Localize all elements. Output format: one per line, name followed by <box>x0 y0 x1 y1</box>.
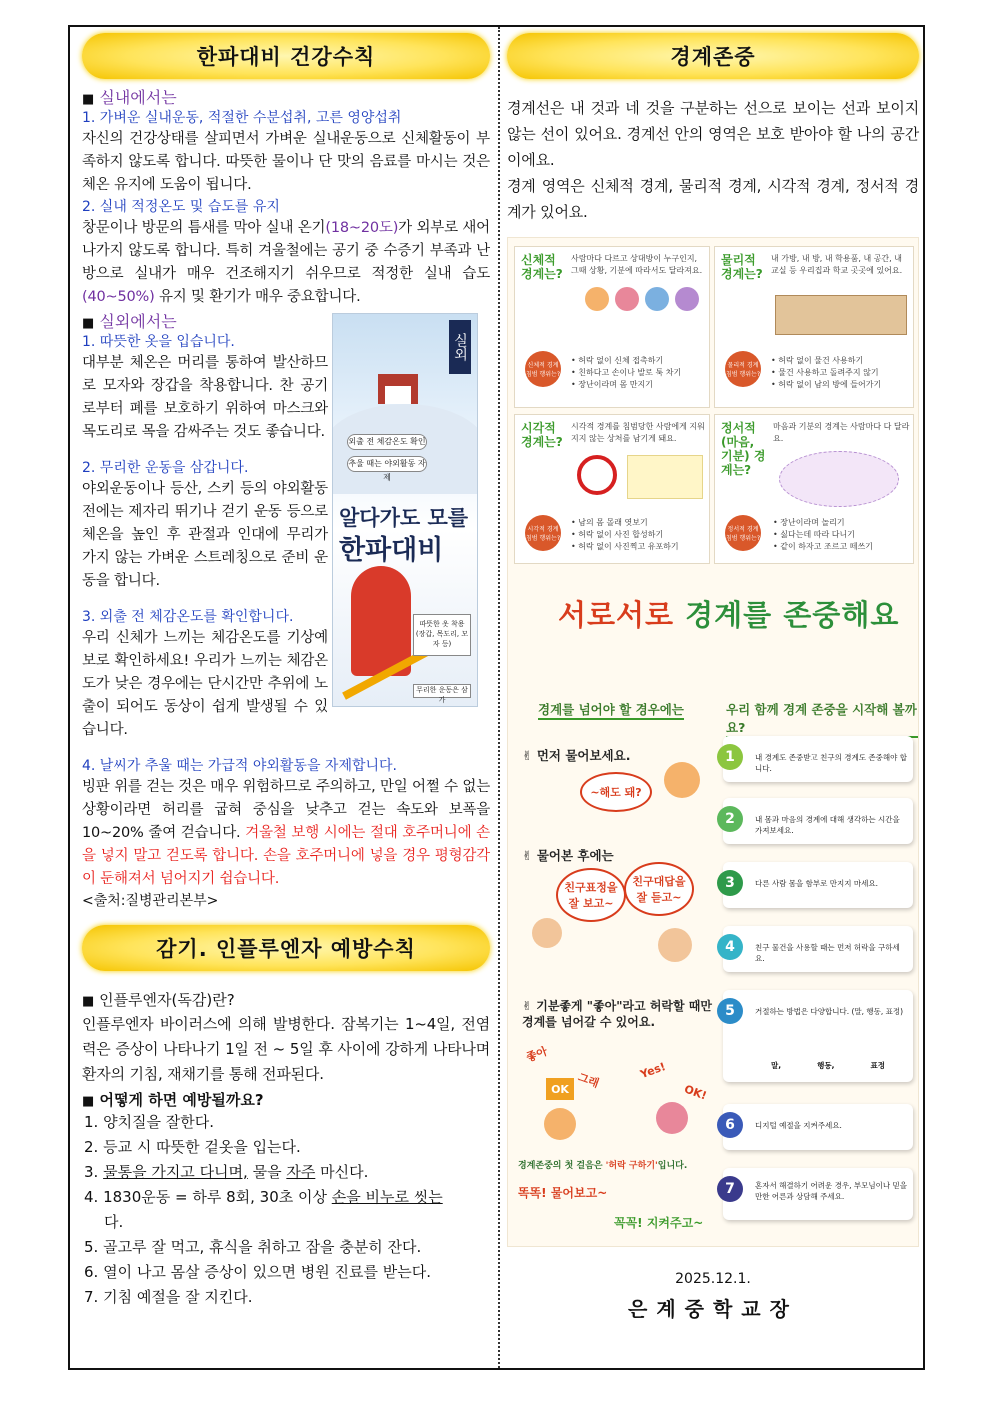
banner-flu: 감기. 인플루엔자 예방수칙 <box>82 925 490 971</box>
panel-physical: 신체적 경계는? 사람마다 다르고 상대방이 누구인지, 그때 상황, 기분에 따라서도 달라져요. 신체적 경계 침범 행위는? • 허락 없이 신체 접촉하기 • 친하다고 손이나 발로 툭 차기 • 장난이라며 몸 만지기 <box>514 246 710 408</box>
respect-step-4: 4 친구 물건을 사용할 때는 먼저 허락을 구하세요. <box>723 926 913 972</box>
girl-icon <box>532 918 562 948</box>
bubble-watch-face: 친구표정을 잘 보고~ <box>556 868 626 922</box>
prevent-item-6: 6. 열이 나고 몸살 증상이 있으면 병원 진료를 받는다. <box>84 1263 432 1281</box>
outdoor-item-3-title: 3. 외출 전 체감온도를 확인합니다. <box>82 609 294 625</box>
outdoor-item-2-text: 야외운동이나 등산, 스키 등의 야외활동 전에는 제자리 뛰기나 걷기 운동 등으로 체온을 높인 후 관절과 인대에 무리가 가지 않는 가벼운 스트레칭으로 준비 운동을 합니다. <box>82 481 328 589</box>
principal-signature: 은계중학교장 <box>628 1297 798 1321</box>
subhead-cross-boundary: 경계를 넘어야 할 경우에는 <box>538 700 684 720</box>
panel-physical-space: 물리적 경계는? 내 가방, 내 방, 내 학용품, 내 공간, 내 교실 등 우리집과 학교 곳곳에 있어요. 물리적 경계 침범 행위는? • 허락 없이 물건 사용하기 • 물건 사용하고 돌려주지 않기 • 허락 없이 남의 방에 들어가기 <box>714 246 914 408</box>
prevent-item-5: 5. 골고루 잘 먹고, 휴식을 취하고 잠을 충분히 잔다. <box>84 1238 422 1256</box>
photo-icon <box>627 455 703 499</box>
panel-emotional: 정서적 (마음, 기분) 경계는? 마음과 기분의 경계는 사람마다 다 달라요. 정서적 경계 침범 행위는? • 장난이라며 놀리기 • 싫다는데 따라 다니기 • 같이 하자고 조르고 떼쓰기 <box>714 414 914 564</box>
indoor-heading: ■ 실내에서는 <box>82 88 177 107</box>
kid-icon <box>645 287 669 311</box>
newsletter-page <box>68 25 925 1370</box>
flu-heading: ■ 인플루엔자(독감)란? <box>82 991 235 1009</box>
prevent-list <box>82 1110 490 1310</box>
respect-step-6: 6 디지털 예절을 지켜주세요. <box>723 1104 913 1150</box>
house-wall <box>385 386 411 404</box>
flu-text: 인플루엔자 바이러스에 의해 발병한다. 잠복기는 1~4일, 전염력은 증상이 나타나기 1일 전 ~ 5일 후 사이에 강하게 나타나며 환자의 기침, 재채기를 통해 전파된다. <box>82 1015 490 1083</box>
outdoor-section <box>82 309 490 742</box>
boy-icon <box>664 762 700 798</box>
respect-step-2: 2 내 몸과 마음의 경계에 대해 생각하는 시간을 가져보세요. <box>723 798 913 844</box>
boundary-intro-2: 경계 영역은 신체적 경계, 물리적 경계, 시각적 경계, 정서적 경계가 있어요. <box>507 177 919 221</box>
no-camera-icon <box>577 455 617 495</box>
left-column <box>82 33 490 1310</box>
square-bullet-icon: ■ <box>82 1094 95 1109</box>
kid-icon <box>615 287 639 311</box>
respect-step-5: 5 거절하는 방법은 다양합니다. (말, 행동, 표정) 말, 행동, 표정 <box>723 990 913 1082</box>
indoor-item-2-text: 창문이나 방문의 틈새를 막아 실내 온기(18~20도)가 외부로 새어 나가지 않도록 합니다. 특히 겨울철에는 공기 중 수증기 부족과 난방으로 실내가 매우 건조해지기 쉬우므로 적정한 실내 습도(40~50%) 유지 및 환기가 매우 중요합니다. <box>82 220 490 305</box>
outdoor-heading: ■ 실외에서는 <box>82 312 177 331</box>
first-step-note: 경계존중의 첫 걸음은 '허락 구하기'입니다. <box>518 1161 688 1171</box>
outdoor-item-1-text: 대부분 체온은 머리를 통하여 발산하므로 모자와 장갑을 착용합니다. 찬 공기로부터 폐를 보호하기 위하여 마스크와 목도리로 목을 감싸주는 것도 좋습니다. <box>82 355 328 440</box>
prevent-item-4: 4. 1830운동 = 하루 8회, 30초 이상 손을 비누로 씻는 다. <box>84 1188 443 1231</box>
question-2: ✌ 물어본 후에는 <box>522 848 614 863</box>
keep-slogan: 꼭꼭! 지켜주고~ <box>614 1216 704 1230</box>
cold-wave-poster <box>332 313 478 707</box>
respect-step-3: 3 다른 사람 몸을 함부로 만지지 마세요. <box>723 862 913 908</box>
poster-tip-1: 따뜻한 옷 착용 (장갑, 목도리, 모자 등) <box>413 614 471 656</box>
respect-step-7: 7 혼자서 해결하기 어려운 경우, 부모님이나 믿을만한 어른과 상담해 주세요. <box>723 1168 913 1220</box>
banner-boundary: 경계존중 <box>507 33 919 79</box>
square-bullet-icon: ■ <box>82 994 95 1009</box>
poster-pill-2: 추울 때는 야외활동 자제 <box>347 456 427 472</box>
prevent-item-1: 1. 양치질을 잘한다. <box>84 1113 215 1131</box>
knock-slogan: 똑똑! 물어보고~ <box>518 1186 608 1200</box>
kid-icon <box>585 287 609 311</box>
indoor-item-1-title: 1. 가벼운 실내운동, 적절한 수분섭취, 고른 영양섭취 <box>82 110 402 126</box>
indoor-item-2-title: 2. 실내 적정온도 및 습도를 유지 <box>82 199 280 215</box>
outdoor-item-3-text: 우리 신체가 느끼는 체감온도를 기상예보로 확인하세요! 우리가 느끼는 체감온도가 낮은 경우에는 단시간만 추위에 노출이 되어도 동상이 쉽게 발생될 수 있습니다. <box>82 630 328 738</box>
bubble-listen: 친구대답을 잘 듣고~ <box>624 862 694 916</box>
poster-headline-1: 알다가도 모를 <box>339 506 469 530</box>
issue-date: 2025.12.1. <box>675 1271 751 1287</box>
source-note: <출처:질병관리본부> <box>82 893 219 909</box>
outdoor-item-1-title: 1. 따뜻한 옷을 입습니다. <box>82 334 235 350</box>
boundary-infographic: 신체적 경계는? 사람마다 다르고 상대방이 누구인지, 그때 상황, 기분에 따라서도 달라져요. 신체적 경계 침범 행위는? • 허락 없이 신체 접촉하기 • 친하다고 손이나 발로 툭 차기 • 장난이라며 몸 만지기 물리적 경계는? 내 가방, 내 방, 내 학용품, 내 공간, 내 교실 등 우리집과 학교 곳곳에 있어요. 물리적 경계 침범 행위는? • 허락 없이 물건 사용하기 • 물건 사용하고 돌려주지 않기 • 허락 없이 남의 방에 들어가기 시각적 경계는? 시각적 경계를 침범당한 사람에게 지워지지 않는 상처를 남기게 돼요. 시각적 경계 침범 행위는? • 남의 몸 몰래 엿보기 • 허락 없이 사진 합성하기 • 허락 없이 사진찍고 유포하기 정서적 (마음, 기분) 경계는? 마음과 기분의 경계는 사람마다 다 달라요. 정서적 경계 침범 행위는? • 장난이라며 놀리기 • 싫다는데 따라 다니기 • 같이 하자고 조르고 떼쓰기 서로서로 경계를 존중해요 경계를 넘어야 할 경우에는 우리 함께 경계 존중을 시작해 볼까요? ✌ 먼저 물어보세요. ~해도 돼? ✌ 물어본 후에는 친구표정을 잘 보고~ 친구대답을 잘 듣고~ ✌ 기분좋게 "좋아"라고 허락할 때만 경계를 넘어갈 수 있어요. 좋아 그래 OK Yes! OK! 경계존중의 첫 걸음은 '허락 구하기'입니다. 똑똑! 물어보고~ 꼭꼭! 지켜주고~ 1 내 경계도 존중받고 친구의 경계도 존중해야 합니다. 2 내 몸과 마음의 경계에 대해 생각하는 시간을 가져보세요. 3 다른 사람 몸을 함부로 만지지 마세요. 4 친구 물건을 사용할 때는 먼저 허락을 구하세요. 5 거절하는 방법은 다양합니다. (말, 행동, 표정) 말, 행동, 표정 6 디지털 예절을 지켜주세요. 7 혼자서 해결하기 어려운 경우, 부모님이나 믿을만한 어른과 상담해 주세요. <box>507 237 919 1247</box>
column-divider <box>498 27 500 1368</box>
right-column <box>507 33 919 1322</box>
poster-tip-2: 무리한 운동은 삼가 <box>413 684 471 698</box>
boundary-intro-1: 경계선은 내 것과 네 것을 구분하는 선으로 보이는 선과 보이지 않는 선이 있어요. 경계선 안의 영역은 보호 받아야 할 나의 공간이에요. <box>507 99 919 169</box>
outdoor-item-4-text: 빙판 위를 걷는 것은 매우 위험하므로 주의하고, 만일 어쩔 수 없는 상황이라면 허리를 굽혀 중심을 낮추고 걷는 속도와 보폭을 10~20% 줄여 걷습니다. 겨울철 보행 시에는 절대 호주머니에 손을 넣지 말고 걷도록 합니다. 손을 호주머니에 넣을 경우 평형감각이 둔해져서 넘어지기 쉽습니다. <box>82 779 490 887</box>
poster-pill-1: 외출 전 체감온도 확인 <box>347 434 427 450</box>
subhead-start-respect: 우리 함께 경계 존중을 시작해 볼까요? <box>726 700 918 738</box>
question-3: ✌ 기분좋게 "좋아"라고 허락할 때만 경계를 넘어갈 수 있어요. <box>522 999 712 1029</box>
prevent-item-3: 3. 물통을 가지고 다니며, 물을 자주 마신다. <box>84 1163 369 1181</box>
outdoor-item-2-title: 2. 무리한 운동을 삼갑니다. <box>82 460 249 476</box>
square-bullet-icon: ■ <box>82 316 95 331</box>
speech-cloud-icon <box>779 451 899 507</box>
refuse-labels: 말, 행동, 표정 <box>771 1061 885 1070</box>
prevent-heading: ■ 어떻게 하면 예방될까요? <box>82 1091 264 1109</box>
banner-cold-wave: 한파대비 건강수칙 <box>82 33 490 79</box>
kid-icon <box>675 287 699 311</box>
outdoor-item-4-title: 4. 날씨가 추울 때는 가급적 야외활동을 자제합니다. <box>82 758 397 774</box>
poster-headline-2: 한파대비 <box>339 535 444 566</box>
ok-sign: OK <box>546 1078 574 1100</box>
boy-icon <box>658 928 692 962</box>
square-bullet-icon: ■ <box>82 92 95 107</box>
prevent-item-2: 2. 등교 시 따뜻한 겉옷을 입는다. <box>84 1138 301 1156</box>
poster-tag: 실외 <box>449 320 471 374</box>
desk-icon <box>775 295 907 335</box>
girl-icon <box>656 1102 688 1134</box>
indoor-item-1-text: 자신의 건강상태를 살피면서 가벼운 실내운동으로 신체활동이 부족하지 않도록 합니다. 따뜻한 물이나 단 맛의 음료를 마시는 것은 체온 유지에 도움이 됩니다. <box>82 131 490 193</box>
bubble-may-i: ~해도 돼? <box>580 772 652 812</box>
prevent-item-7: 7. 기침 예절을 잘 지킨다. <box>84 1288 253 1306</box>
respect-step-1: 1 내 경계도 존중받고 친구의 경계도 존중해야 합니다. <box>723 736 913 782</box>
boy-icon <box>544 1108 576 1140</box>
question-1: ✌ 먼저 물어보세요. <box>522 748 631 763</box>
infographic-main-title: 서로서로 경계를 존중해요 <box>558 598 900 632</box>
panel-visual: 시각적 경계는? 시각적 경계를 침범당한 사람에게 지워지지 않는 상처를 남기게 돼요. 시각적 경계 침범 행위는? • 남의 몸 몰래 엿보기 • 허락 없이 사진 합성하기 • 허락 없이 사진찍고 유포하기 <box>514 414 710 564</box>
